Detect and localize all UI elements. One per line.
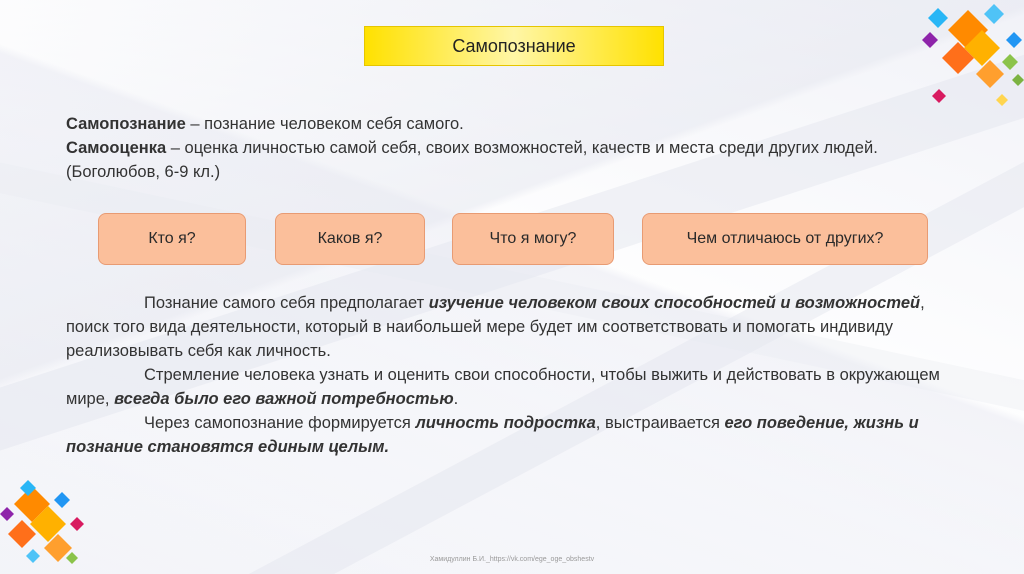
text-run: . (453, 390, 459, 408)
question-who-am-i-button[interactable]: Кто я? (98, 213, 246, 265)
decorative-diamonds-top-right (898, 0, 1024, 115)
paragraph-2 (66, 363, 966, 411)
body-text (66, 291, 966, 459)
definitions-block (66, 112, 966, 184)
definition-self-knowledge (66, 112, 966, 136)
term-self-esteem: Самооценка (66, 139, 167, 157)
definition-text: – познание человеком себя самого. (185, 115, 464, 133)
footer-credit: Хамидуллин Б.И._https://vk.com/ege_oge_obshestv (429, 556, 595, 563)
text-run: Стремление человека узнать и оценить свои способности, чтобы выжить и действовать в окружающем мире, (66, 366, 940, 408)
definition-text: – оценка личностью самой себя, своих возможностей, качеств и места среди других людей. (Боголюбов, 6-9 кл.) (66, 139, 878, 181)
definition-self-esteem (66, 136, 966, 184)
question-how-am-i-different-button[interactable]: Чем отличаюсь от других? (642, 213, 928, 265)
text-run: , выстраивается (595, 414, 725, 432)
text-run: , поиск того вида деятельности, который в наибольшей мере будет им соответствовать и помогать индивиду реализовывать себя как личность. (66, 294, 925, 360)
term-self-knowledge: Самопознание (66, 115, 186, 133)
emphasis-text: изучение человеком своих способностей и возможностей (428, 294, 921, 312)
emphasis-text: личность подростка (415, 414, 596, 432)
paragraph-3 (66, 411, 966, 459)
paragraph-1 (66, 291, 966, 363)
slide-title: Самопознание (364, 26, 664, 66)
text-run: Познание самого себя предполагает (144, 294, 429, 312)
question-what-am-i-like-button[interactable]: Каков я? (275, 213, 425, 265)
question-what-can-i-do-button[interactable]: Что я могу? (452, 213, 614, 265)
text-run: Через самопознание формируется (144, 414, 416, 432)
emphasis-text: его поведение, жизнь и познание становятся единым целым. (66, 414, 919, 456)
emphasis-text: всегда было его важной потребностью (114, 390, 454, 408)
